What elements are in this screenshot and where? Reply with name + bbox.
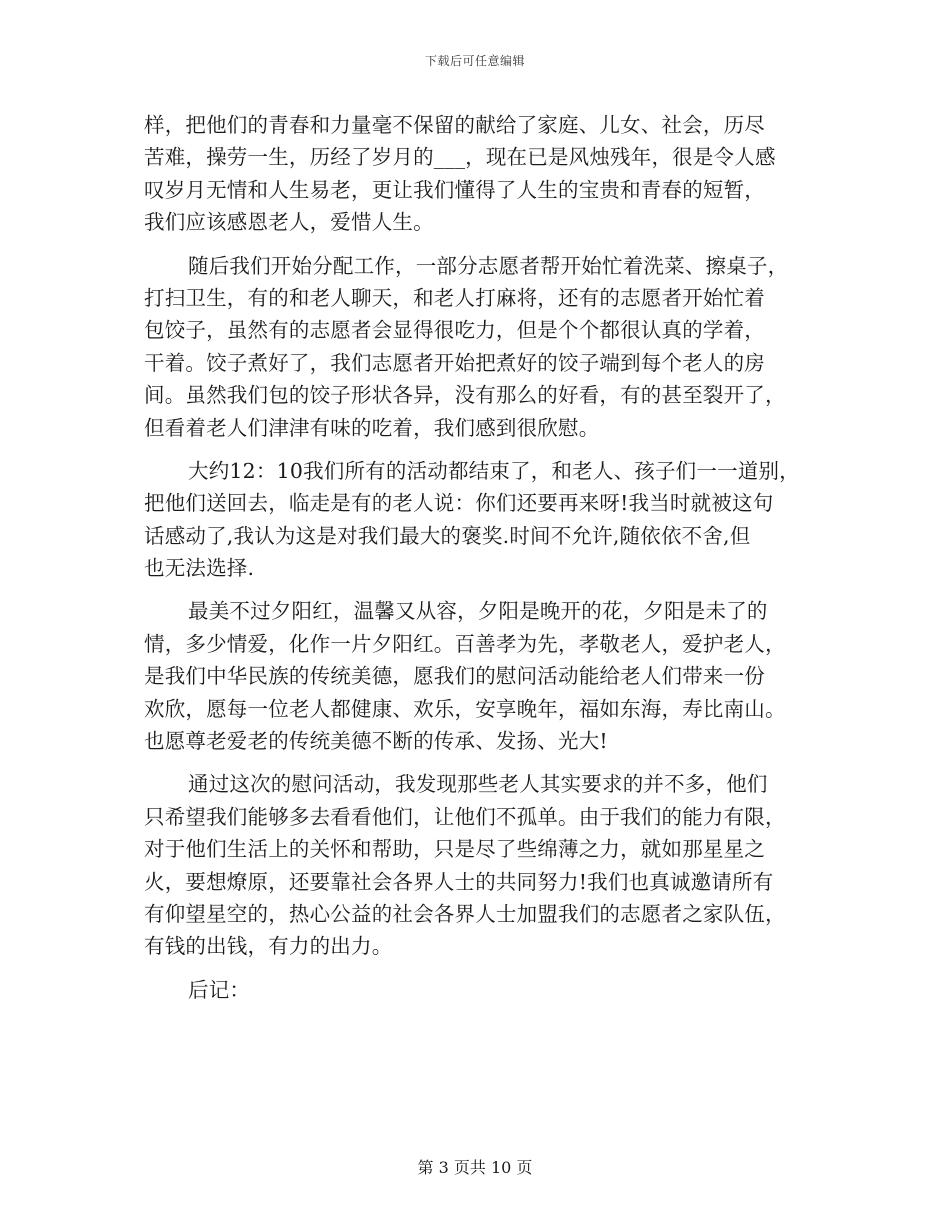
text-line: 是我们中华民族的传统美德，愿我们的慰问活动能给老人们带来一份 bbox=[144, 664, 765, 689]
text-line: 情，多少情爱，化作一片夕阳红。百善孝为先，孝敬老人，爱护老人， bbox=[144, 631, 786, 656]
text-line: 样，把他们的青春和力量毫不保留的献给了家庭、儿女、社会，历尽 bbox=[144, 113, 765, 137]
text-line: 只希望我们能够多去看看他们，让他们不孤单。由于我们的能力有限， bbox=[144, 804, 786, 829]
postscript-heading: 后记： bbox=[188, 977, 251, 1002]
page-number: 第 3 页共 10 页 bbox=[417, 1158, 533, 1177]
document-body bbox=[144, 109, 810, 1006]
text-line: 大约12：10我们所有的活动都结束了，和老人、孩子们一一道别， bbox=[188, 458, 800, 483]
text-line: 我们应该感恩老人，爱惜人生。 bbox=[144, 210, 434, 235]
text-line: 话感动了,我认为这是对我们最大的褒奖.时间不允许,随依依不舍,但 bbox=[144, 523, 751, 548]
text-line: 欢欣，愿每一位老人都健康、欢乐，安享晚年，福如东海，寿比南山。 bbox=[144, 696, 786, 721]
text-line: 最美不过夕阳红，温馨又从容，夕阳是晚开的花，夕阳是未了的 bbox=[188, 599, 768, 624]
text-line: 干着。饺子煮好了，我们志愿者开始把煮好的饺子端到每个老人的房 bbox=[144, 350, 765, 375]
text-line: 火，要想燎原，还要靠社会各界人士的共同努力!我们也真诚邀请所有 bbox=[144, 869, 774, 894]
text-line: 间。虽然我们包的饺子形状各异，没有那么的好看，有的甚至裂开了， bbox=[144, 383, 786, 408]
page-header-note: 下载后可任意编辑 bbox=[424, 54, 525, 68]
text-line: 随后我们开始分配工作，一部分志愿者帮开始忙着洗菜、擦桌子， bbox=[188, 253, 789, 278]
text-line: 但看着老人们津津有味的吃着，我们感到很欣慰。 bbox=[144, 415, 600, 440]
text-line: 苦难，操劳一生，历经了岁月的___，现在已是风烛残年，很是令人感 bbox=[144, 145, 776, 170]
text-line: 对于他们生活上的关怀和帮助，只是尽了些绵薄之力，就如那星星之 bbox=[144, 837, 765, 862]
text-line: 也愿尊老爱老的传统美德不断的传承、发扬、光大! bbox=[144, 729, 608, 754]
text-line: 有仰望星空的，热心公益的社会各界人士加盟我们的志愿者之家队伍， bbox=[144, 901, 786, 926]
text-line: 打扫卫生，有的和老人聊天，和老人打麻将，还有的志愿者开始忙着 bbox=[144, 285, 765, 310]
text-line: 包饺子，虽然有的志愿者会显得很吃力，但是个个都很认真的学着， bbox=[144, 318, 765, 343]
text-line: 叹岁月无情和人生易老，更让我们懂得了人生的宝贵和青春的短暂， bbox=[144, 177, 765, 202]
text-line: 有钱的出钱，有力的出力。 bbox=[144, 934, 393, 959]
text-line: 把他们送回去，临走是有的老人说：你们还要再来呀!我当时就被这句 bbox=[144, 491, 774, 516]
text-line: 通过这次的慰问活动，我发现那些老人其实要求的并不多，他们 bbox=[188, 772, 768, 797]
text-line: 也无法选择. bbox=[144, 556, 255, 581]
